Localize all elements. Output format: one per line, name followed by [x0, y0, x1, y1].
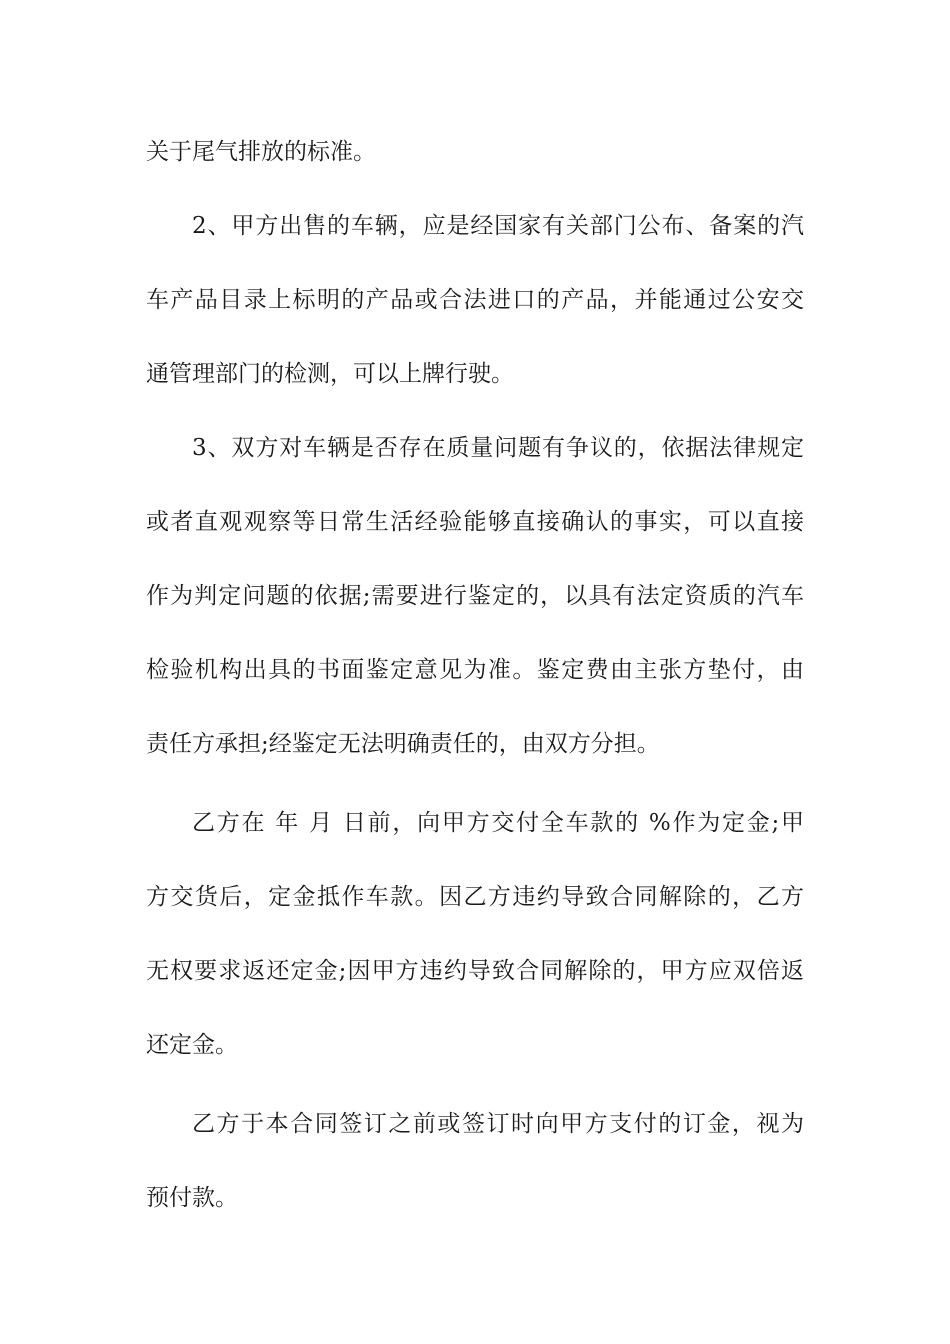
text-line: 乙方在 年 月 日前，向甲方交付全车款的 %作为定金;甲	[192, 810, 804, 836]
text-line: 还定金。	[146, 1032, 238, 1058]
text-line: 责任方承担;经鉴定无法明确责任的，由双方分担。	[146, 731, 660, 757]
text-line: 乙方于本合同签订之前或签订时向甲方支付的订金，视为	[192, 1111, 804, 1137]
text-line: 无权要求返还定金;因甲方违约导致合同解除的，甲方应双倍返	[146, 958, 804, 984]
text-line: 车产品目录上标明的产品或合法进口的产品，并能通过公安交	[146, 287, 804, 313]
text-line: 关于尾气排放的标准。	[146, 139, 376, 165]
text-line: 通管理部门的检测，可以上牌行驶。	[146, 361, 514, 387]
text-line: 或者直观观察等日常生活经验能够直接确认的事实，可以直接	[146, 509, 804, 535]
text-line: 作为判定问题的依据;需要进行鉴定的，以具有法定资质的汽车	[146, 583, 804, 609]
text-line: 预付款。	[146, 1185, 238, 1211]
text-line: 方交货后，定金抵作车款。因乙方违约导致合同解除的，乙方	[146, 884, 804, 910]
text-line: 检验机构出具的书面鉴定意见为准。鉴定费由主张方垫付，由	[146, 657, 804, 683]
text-line: 3、双方对车辆是否存在质量问题有争议的，依据法律规定	[192, 435, 804, 461]
text-line: 2、甲方出售的车辆，应是经国家有关部门公布、备案的汽	[192, 213, 804, 239]
